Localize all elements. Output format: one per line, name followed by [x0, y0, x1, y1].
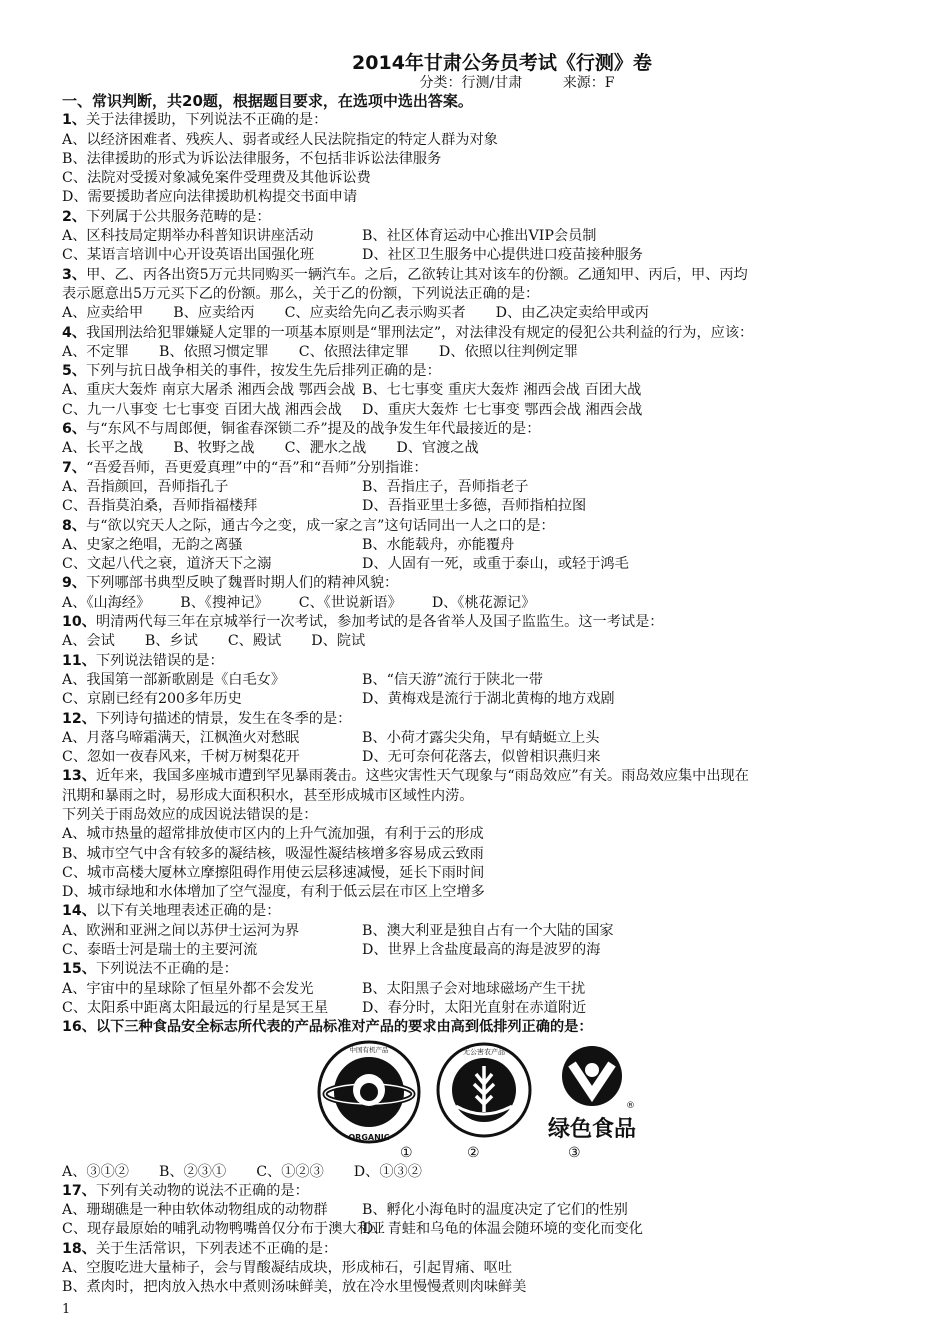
answer-option: A、月落乌啼霜满天，江枫渔火对愁眠 [62, 729, 300, 746]
answer-option: D、青蛙和乌龟的体温会随环境的变化而变化 [362, 1221, 643, 1238]
answer-option: D、黄梅戏是流行于湖北黄梅的地方戏剧 [362, 691, 615, 708]
answer-option: C、殿试 [227, 633, 282, 650]
answer-option: A、不定罪 [62, 343, 129, 360]
option-row [62, 1220, 892, 1239]
question-number: 18、 [62, 1240, 96, 1257]
question [62, 613, 892, 652]
answer-option: D、城市绿地和水体增加了空气湿度，有利于低云层在市区上空增多 [62, 884, 485, 901]
organic-product-logo [314, 1040, 424, 1145]
question-number: 4、 [62, 324, 87, 341]
option-row [62, 227, 892, 246]
answer-option: D、人固有一死，或重于泰山，或轻于鸿毛 [362, 556, 629, 573]
answer-option: C、文起八代之衰，道济天下之溺 [62, 556, 272, 573]
option-row [62, 941, 892, 960]
question-text: 关于生活常识，下列表述不正确的是： [95, 1240, 338, 1257]
answer-option: B、吾指庄子，吾师指老子 [362, 478, 529, 495]
answer-option: A、宇宙中的星球除了恒星外都不会发光 [62, 980, 314, 997]
question [62, 111, 892, 207]
question-number: 16、 [62, 1019, 96, 1036]
answer-option: B、七七事变 重庆大轰炸 湘西会战 百团大战 [362, 382, 642, 399]
answer-option: D、官渡之战 [396, 440, 479, 457]
question [62, 420, 892, 459]
logo-labels [62, 1145, 892, 1163]
question-text: 关于法律援助，下列说法不正确的是： [86, 112, 328, 129]
option-row [62, 999, 892, 1018]
answer-option: C、《世说新语》 [298, 594, 402, 611]
question-text: “吾爱吾师，吾更爱真理”中的“吾”和“吾师”分别指谁： [86, 459, 428, 476]
logo-label: ② [467, 1144, 480, 1161]
question-text: 与“欲以究天人之际，通古今之变，成一家之言”这句话同出一人之口的是： [86, 517, 555, 534]
option-row [62, 845, 892, 864]
question-number: 6、 [62, 421, 87, 438]
svg-text:®: ® [626, 1100, 635, 1111]
pollution-free-product-logo [434, 1040, 534, 1140]
option-row [62, 883, 892, 902]
answer-option: C、淝水之战 [284, 440, 367, 457]
svg-text:中国有机产品: 中国有机产品 [349, 1045, 389, 1054]
answer-option: C、应卖给先向乙表示购买者 [284, 305, 466, 322]
question-text: 以下三种食品安全标志所代表的产品标准对产品的要求由高到低排列正确的是： [95, 1019, 593, 1036]
answer-option: B、②③① [159, 1163, 227, 1180]
answer-option: C、九一八事变 七七事变 百团大战 湘西会战 [62, 401, 342, 418]
doc-meta [62, 74, 892, 92]
question-number: 3、 [62, 266, 87, 283]
svg-text:无公害农产品: 无公害农产品 [463, 1047, 505, 1056]
logo-label: ① [400, 1144, 413, 1161]
answer-option: D、《桃花源记》 [431, 594, 536, 611]
option-row [62, 1278, 892, 1297]
doc-title: 2014年甘肃公务员考试《行测》卷 [352, 52, 652, 74]
option-row [62, 497, 892, 516]
question [62, 459, 892, 517]
question-number: 15、 [62, 961, 96, 978]
answer-option: D、①③② [353, 1163, 422, 1180]
question-number: 7、 [62, 459, 87, 476]
question-list [62, 111, 892, 1018]
answer-option: C、①②③ [256, 1163, 324, 1180]
question-text: 我国刑法给犯罪嫌疑人定罪的一项基本原则是“罪刑法定”，对法律没有规定的侵犯公共利益的行为，应该： [86, 324, 754, 341]
option-row [62, 632, 892, 651]
question-text-continued: 汛期和暴雨之时，易形成大面积积水，甚至形成城市区域性内涝。 [62, 787, 474, 804]
option-row [62, 690, 892, 709]
question-text-continued: 表示愿意出5万元买下乙的份额。那么，关于乙的份额，下列说法正确的是： [62, 285, 540, 302]
answer-option: C、依照法律定罪 [298, 343, 409, 360]
answer-option: B、太阳黑子会对地球磁场产生干扰 [362, 980, 586, 997]
question [62, 652, 892, 710]
answer-option: C、忽如一夜春风来，千树万树梨花开 [62, 749, 300, 766]
answer-option: C、泰晤士河是瑞士的主要河流 [62, 942, 258, 959]
question-number: 11、 [62, 652, 96, 669]
question [62, 266, 892, 324]
answer-option: C、某语言培训中心开设英语出国强化班 [62, 247, 315, 264]
question [62, 710, 892, 768]
option-row [62, 1259, 892, 1278]
question-text: 下列说法不正确的是： [95, 961, 238, 978]
answer-option: A、空腹吃进大量柿子，会与胃酸凝结成块，形成柿石，引起胃痛、呕吐 [62, 1260, 513, 1277]
answer-option: A、史家之绝唱，无韵之离骚 [62, 536, 243, 553]
option-row [62, 169, 892, 188]
answer-option: A、应卖给甲 [62, 305, 144, 322]
question-text: 下列属于公共服务范畴的是： [86, 208, 271, 225]
answer-option: A、我国第一部新歌剧是《白毛女》 [62, 671, 286, 688]
question-number: 2、 [62, 208, 87, 225]
option-row [62, 478, 892, 497]
question [62, 1182, 892, 1240]
answer-option: D、吾指亚里士多德，吾师指柏拉图 [362, 498, 587, 515]
question-16 [62, 1018, 892, 1182]
question-number: 9、 [62, 575, 87, 592]
answer-option: B、社区体育运动中心推出VIP会员制 [362, 228, 597, 245]
option-row [62, 381, 892, 400]
option-row [62, 729, 892, 748]
answer-option: B、澳大利亚是独自占有一个大陆的国家 [362, 922, 614, 939]
answer-option: D、由乙决定卖给甲或丙 [495, 305, 649, 322]
option-row [62, 131, 892, 150]
option-row [62, 246, 892, 265]
option-row [62, 864, 892, 883]
svg-text:ORGANIC: ORGANIC [348, 1132, 390, 1142]
question-text: 与“东风不与周郎便，铜雀春深锁二乔”提及的战争发生年代最接近的是： [86, 421, 541, 438]
question-text-continued: 下列关于雨岛效应的成因说法错误的是： [62, 806, 318, 823]
answer-option: A、区科技局定期举办科普知识讲座活动 [62, 228, 314, 245]
answer-option: A、以经济困难者、残疾人、弱者或经人民法院指定的特定人群为对象 [62, 131, 498, 148]
question [62, 208, 892, 266]
doc-source: 来源：F [562, 75, 615, 91]
option-row [62, 188, 892, 207]
answer-option: D、需要援助者应向法律援助机构提交书面申请 [62, 189, 358, 206]
question-number: 1、 [62, 112, 87, 129]
question-text: 下列诗句描述的情景，发生在冬季的是： [95, 710, 352, 727]
answer-option: B、法律援助的形式为诉讼法律服务，不包括非诉讼法律服务 [62, 150, 442, 167]
answer-option: A、《山海经》 [62, 594, 151, 611]
option-row [62, 594, 892, 613]
option-row [62, 671, 892, 690]
answer-option: B、小荷才露尖尖角，早有蜻蜓立上头 [362, 729, 600, 746]
question-text: 以下有关地理表述正确的是： [95, 903, 281, 920]
option-row [62, 980, 892, 999]
option-row [62, 825, 892, 844]
question-text: 甲、乙、丙各出资5万元共同购买一辆汽车。之后，乙欲转让其对该车的份额。乙通知甲、丙后，甲、丙均 [86, 266, 748, 283]
question-text: 近年来，我国多座城市遭到罕见暴雨袭击。这些灾害性天气现象与“雨岛效应”有关。雨岛效应集中出现在 [95, 768, 749, 785]
answer-option: B、孵化小海龟时的温度决定了它们的性别 [362, 1202, 628, 1219]
answer-option: B、乡试 [144, 633, 198, 650]
svg-text:绿色食品: 绿色食品 [548, 1116, 637, 1142]
question-text: 明清两代每三年在京城举行一次考试，参加考试的是各省举人及国子监监生。这一考试是： [95, 614, 664, 631]
question-number: 17、 [62, 1182, 96, 1199]
question-number: 14、 [62, 903, 96, 920]
document-page [62, 52, 892, 1298]
question-number: 10、 [62, 614, 96, 631]
question [62, 767, 892, 902]
option-row [62, 555, 892, 574]
answer-option: A、重庆大轰炸 南京大屠杀 湘西会战 鄂西会战 [62, 382, 356, 399]
doc-category: 分类：行测/甘肃 [419, 75, 523, 91]
answer-option: C、现存最原始的哺乳动物鸭嘴兽仅分布于澳大利亚 [62, 1221, 385, 1238]
answer-option: A、长平之战 [62, 440, 144, 457]
green-food-logo [548, 1040, 640, 1145]
answer-option: B、依照习惯定罪 [159, 343, 269, 360]
answer-option: C、吾指莫泊桑，吾师指福楼拜 [62, 498, 258, 515]
question [62, 574, 892, 613]
option-row [62, 1201, 892, 1220]
question [62, 362, 892, 420]
question-text: 下列说法错误的是： [95, 652, 224, 669]
answer-option: D、院试 [311, 633, 366, 650]
option-row [62, 922, 892, 941]
question-number: 12、 [62, 710, 96, 727]
answer-option: B、城市空气中含有较多的凝结核，吸湿性凝结核增多容易成云致雨 [62, 845, 484, 862]
option-row [62, 748, 892, 767]
option-row [62, 1163, 892, 1182]
option-row [62, 439, 892, 458]
question-text: 下列与抗日战争相关的事件，按发生先后排列正确的是： [86, 363, 441, 380]
answer-option: B、牧野之战 [173, 440, 255, 457]
question [62, 960, 892, 1018]
section-heading: 一、常识判断，共20题，根据题目要求，在选项中选出答案。 [62, 92, 473, 110]
answer-option: C、法院对受援对象减免案件受理费及其他诉讼费 [62, 170, 371, 187]
answer-option: D、重庆大轰炸 七七事变 鄂西会战 湘西会战 [362, 401, 643, 418]
answer-option: C、城市高楼大厦林立摩擦阻碍作用使云层移速减慢，延长下雨时间 [62, 864, 485, 881]
question [62, 902, 892, 960]
question [62, 1240, 892, 1298]
answer-option: D、春分时，太阳光直射在赤道附近 [362, 999, 587, 1016]
food-safety-logos [62, 1040, 892, 1145]
answer-option: D、世界上含盐度最高的海是波罗的海 [362, 942, 601, 959]
answer-option: A、会试 [62, 633, 115, 650]
answer-option: A、吾指颜回，吾师指孔子 [62, 478, 229, 495]
question-text: 下列哪部书典型反映了魏晋时期人们的精神风貌： [86, 575, 399, 592]
answer-option: D、依照以往判例定罪 [438, 343, 578, 360]
answer-option: B、水能载舟，亦能覆舟 [362, 536, 515, 553]
answer-option: D、无可奈何花落去，似曾相识燕归来 [362, 749, 601, 766]
option-row [62, 343, 892, 362]
question-list-continued [62, 1182, 892, 1298]
answer-option: A、③①② [62, 1163, 129, 1180]
option-row [62, 304, 892, 323]
answer-option: A、城市热量的超常排放使市区内的上升气流加强，有利于云的形成 [62, 826, 484, 843]
question-text: 下列有关动物的说法不正确的是： [95, 1182, 309, 1199]
question-number: 8、 [62, 517, 87, 534]
answer-option: B、煮肉时，把肉放入热水中煮则汤味鲜美，放在冷水里慢慢煮则肉味鲜美 [62, 1279, 527, 1296]
question-number: 13、 [62, 768, 96, 785]
answer-option: C、太阳系中距离太阳最远的行星是冥王星 [62, 999, 329, 1016]
answer-option: B、“信天游”流行于陕北一带 [362, 671, 543, 688]
answer-option: B、应卖给丙 [173, 305, 255, 322]
option-row [62, 401, 892, 420]
question [62, 517, 892, 575]
option-row [62, 536, 892, 555]
page-number: 1 [62, 1302, 71, 1317]
answer-option: C、京剧已经有200多年历史 [62, 691, 242, 708]
answer-option: B、《搜神记》 [180, 594, 269, 611]
option-row [62, 150, 892, 169]
question [62, 324, 892, 363]
question-number: 5、 [62, 363, 87, 380]
answer-option: A、珊瑚礁是一种由软体动物组成的动物群 [62, 1202, 328, 1219]
answer-option: D、社区卫生服务中心提供进口疫苗接种服务 [362, 247, 643, 264]
answer-option: A、欧洲和亚洲之间以苏伊士运河为界 [62, 922, 300, 939]
logo-label: ③ [568, 1144, 581, 1161]
